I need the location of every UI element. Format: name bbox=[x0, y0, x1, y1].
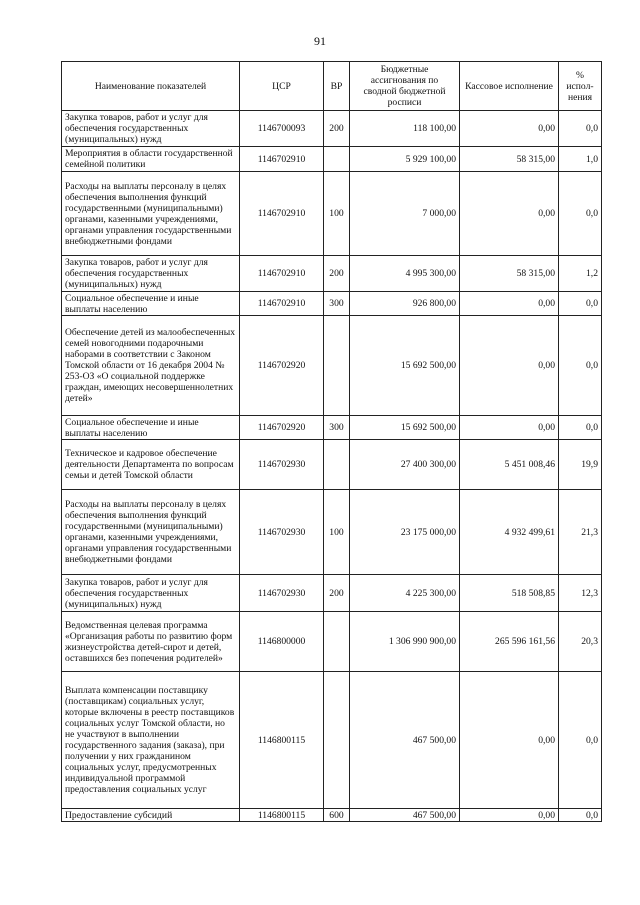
row-csr: 1146702910 bbox=[240, 292, 324, 316]
header-execution: Кассовое исполнение bbox=[460, 62, 559, 111]
row-name: Обеспечение детей из малообеспеченных семей новогодними подарочными наборами в соответствии с Законом Томской области от 16 декабря 2004 № 253-ОЗ «О социальной поддержке граждан, имеющих несовершеннолетних детей» bbox=[62, 316, 240, 416]
table-body bbox=[62, 111, 602, 822]
row-execution: 0,00 bbox=[460, 809, 559, 822]
row-vr: 600 bbox=[324, 809, 350, 822]
row-execution: 265 596 161,56 bbox=[460, 612, 559, 672]
row-percent: 0,0 bbox=[559, 416, 602, 440]
row-execution: 0,00 bbox=[460, 172, 559, 256]
row-percent: 12,3 bbox=[559, 575, 602, 612]
row-execution: 4 932 499,61 bbox=[460, 490, 559, 575]
table-row bbox=[62, 575, 602, 612]
row-name: Социальное обеспечение и иные выплаты населению bbox=[62, 292, 240, 316]
table-row bbox=[62, 147, 602, 172]
row-vr bbox=[324, 440, 350, 490]
row-name: Выплата компенсации поставщику (поставщикам) социальных услуг, которые включены в реестр поставщиков социальных услуг Томской области, но не участвуют в выполнении государственного задания (заказа), при получении у них гражданином социальных услуг, предусмотренных индивидуальной программой предоставления социальных услуг bbox=[62, 672, 240, 809]
row-allocation: 15 692 500,00 bbox=[350, 316, 460, 416]
table-row bbox=[62, 490, 602, 575]
table-row bbox=[62, 111, 602, 147]
header-vr: ВР bbox=[324, 62, 350, 111]
table-row bbox=[62, 256, 602, 292]
budget-table bbox=[61, 61, 602, 822]
header-percent: % испол-нения bbox=[559, 62, 602, 111]
row-allocation: 5 929 100,00 bbox=[350, 147, 460, 172]
row-allocation: 7 000,00 bbox=[350, 172, 460, 256]
table-row bbox=[62, 292, 602, 316]
row-percent: 19,9 bbox=[559, 440, 602, 490]
row-allocation: 1 306 990 900,00 bbox=[350, 612, 460, 672]
row-csr: 1146702910 bbox=[240, 172, 324, 256]
row-percent: 0,0 bbox=[559, 111, 602, 147]
table-row bbox=[62, 316, 602, 416]
row-csr: 1146702920 bbox=[240, 316, 324, 416]
header-csr: ЦСР bbox=[240, 62, 324, 111]
table-row bbox=[62, 416, 602, 440]
row-percent: 0,0 bbox=[559, 316, 602, 416]
row-percent: 0,0 bbox=[559, 292, 602, 316]
row-execution: 58 315,00 bbox=[460, 256, 559, 292]
row-allocation: 15 692 500,00 bbox=[350, 416, 460, 440]
row-name: Ведомственная целевая программа «Организация работы по развитию форм жизнеустройства детей-сирот и детей, оставшихся без попечения родителей» bbox=[62, 612, 240, 672]
header-name: Наименование показателей bbox=[62, 62, 240, 111]
row-csr: 1146800115 bbox=[240, 672, 324, 809]
row-csr: 1146702930 bbox=[240, 440, 324, 490]
row-name: Расходы на выплаты персоналу в целях обеспечения выполнения функций государственными (муниципальными) органами, казенными учреждениями, органами управления государственными внебюджетными фондами bbox=[62, 172, 240, 256]
row-name: Техническое и кадровое обеспечение деятельности Департамента по вопросам семьи и детей Томской области bbox=[62, 440, 240, 490]
row-execution: 0,00 bbox=[460, 316, 559, 416]
table-row bbox=[62, 809, 602, 822]
page-number: 91 bbox=[314, 34, 326, 48]
row-vr: 300 bbox=[324, 416, 350, 440]
row-percent: 1,0 bbox=[559, 147, 602, 172]
row-allocation: 27 400 300,00 bbox=[350, 440, 460, 490]
row-vr: 200 bbox=[324, 111, 350, 147]
row-vr: 300 bbox=[324, 292, 350, 316]
row-execution: 0,00 bbox=[460, 292, 559, 316]
row-allocation: 467 500,00 bbox=[350, 672, 460, 809]
table-row bbox=[62, 172, 602, 256]
row-allocation: 118 100,00 bbox=[350, 111, 460, 147]
row-vr bbox=[324, 612, 350, 672]
row-csr: 1146702910 bbox=[240, 256, 324, 292]
row-name: Закупка товаров, работ и услуг для обеспечения государственных (муниципальных) нужд bbox=[62, 575, 240, 612]
row-csr: 1146800000 bbox=[240, 612, 324, 672]
row-vr bbox=[324, 147, 350, 172]
row-execution: 0,00 bbox=[460, 672, 559, 809]
row-percent: 1,2 bbox=[559, 256, 602, 292]
row-csr: 1146702930 bbox=[240, 575, 324, 612]
row-csr: 1146702910 bbox=[240, 147, 324, 172]
row-execution: 0,00 bbox=[460, 111, 559, 147]
row-name: Закупка товаров, работ и услуг для обеспечения государственных (муниципальных) нужд bbox=[62, 111, 240, 147]
row-name: Расходы на выплаты персоналу в целях обеспечения выполнения функций государственными (муниципальными) органами, казенными учреждениями, органами управления государственными внебюджетными фондами bbox=[62, 490, 240, 575]
row-vr: 200 bbox=[324, 575, 350, 612]
row-vr: 100 bbox=[324, 490, 350, 575]
row-percent: 0,0 bbox=[559, 172, 602, 256]
row-csr: 1146702930 bbox=[240, 490, 324, 575]
row-percent: 0,0 bbox=[559, 672, 602, 809]
table-row bbox=[62, 672, 602, 809]
row-allocation: 467 500,00 bbox=[350, 809, 460, 822]
row-name: Закупка товаров, работ и услуг для обеспечения государственных (муниципальных) нужд bbox=[62, 256, 240, 292]
row-percent: 21,3 bbox=[559, 490, 602, 575]
table-header bbox=[62, 62, 602, 111]
row-csr: 1146700093 bbox=[240, 111, 324, 147]
row-allocation: 4 995 300,00 bbox=[350, 256, 460, 292]
header-allocation: Бюджетные ассигнования по сводной бюджетной росписи bbox=[350, 62, 460, 111]
row-execution: 518 508,85 bbox=[460, 575, 559, 612]
table-row bbox=[62, 440, 602, 490]
row-name: Мероприятия в области государственной семейной политики bbox=[62, 147, 240, 172]
row-percent: 0,0 bbox=[559, 809, 602, 822]
row-name: Предоставление субсидий bbox=[62, 809, 240, 822]
row-vr bbox=[324, 316, 350, 416]
row-allocation: 23 175 000,00 bbox=[350, 490, 460, 575]
row-vr: 100 bbox=[324, 172, 350, 256]
row-name: Социальное обеспечение и иные выплаты населению bbox=[62, 416, 240, 440]
row-execution: 58 315,00 bbox=[460, 147, 559, 172]
row-csr: 1146702920 bbox=[240, 416, 324, 440]
row-vr bbox=[324, 672, 350, 809]
row-csr: 1146800115 bbox=[240, 809, 324, 822]
table-row bbox=[62, 612, 602, 672]
row-execution: 5 451 008,46 bbox=[460, 440, 559, 490]
row-vr: 200 bbox=[324, 256, 350, 292]
row-percent: 20,3 bbox=[559, 612, 602, 672]
row-allocation: 4 225 300,00 bbox=[350, 575, 460, 612]
row-allocation: 926 800,00 bbox=[350, 292, 460, 316]
row-execution: 0,00 bbox=[460, 416, 559, 440]
